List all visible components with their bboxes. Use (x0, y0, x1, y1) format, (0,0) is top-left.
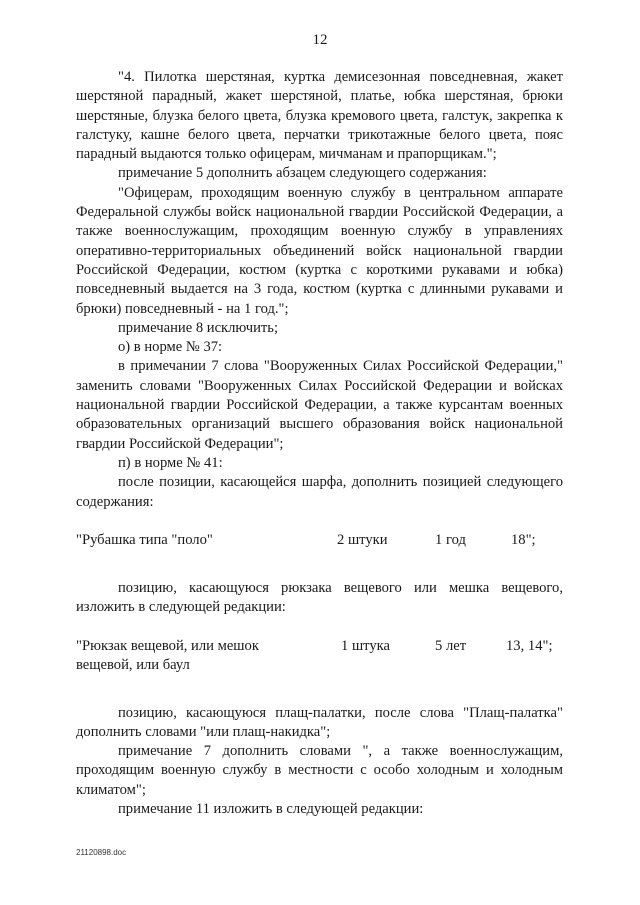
table-row (76, 531, 563, 550)
table-cell-name: "Рюкзак вещевой, или мешок вещевой, или баул (76, 637, 259, 673)
page-number: 12 (312, 32, 328, 48)
spacer (76, 675, 563, 694)
table-cell-term: 5 лет (435, 637, 467, 654)
spacer (76, 695, 563, 704)
footer-file-name: 21120898.doc (76, 848, 127, 857)
table-row (76, 637, 563, 676)
spacer (76, 617, 563, 636)
paragraph-note-11: примечание 11 изложить в следующей редакции: (118, 800, 424, 817)
spacer (76, 512, 563, 531)
table-cell-quantity: 1 штука (341, 637, 391, 654)
table-cell-notes: 13, 14"; (506, 637, 553, 654)
paragraph-note-5: примечание 5 дополнить абзацем следующего содержания: (118, 165, 487, 182)
paragraph-after-scarf: после позиции, касающейся шарфа, дополнить позицией следующего содержания: (76, 474, 563, 510)
spacer (76, 550, 563, 569)
paragraph-officers-quote: "Офицерам, проходящим военную службу в центральном аппарате Федеральной службы войск национальной гвардии Российской Федерации, а также военнослужащим, проходящим военную службу в управлениях оперативно-территориальных объединений войск национальной гвардии Российской Федерации, костюм (куртка с короткими рукавами и юбка) повседневный выдается на 3 года, костюм (куртка с длинными рукавами и брюки) повседневный - на 1 год."; (76, 184, 563, 317)
paragraph-item-4: "4. Пилотка шерстяная, куртка демисезонная повседневная, жакет шерстяной парадный, жакет шерстяной, платье, юбка шерстяная, брюки шерстяные, блузка белого цвета, блузка кремового цвета, галстук, закрепка к галстуку, кашне белого цвета, перчатки трикотажные белого цвета, пояс парадный выдаются только офицерам, мичманам и прапорщикам."; (76, 69, 563, 163)
paragraph-norm-37: о) в норме № 37: (118, 339, 223, 356)
table-cell-name: "Рубашка типа "поло" (76, 532, 213, 549)
table-cell-quantity: 2 штуки (337, 532, 388, 549)
table-cell-notes: 18"; (511, 532, 536, 549)
document-body (76, 68, 563, 819)
table-cell-term: 1 год (435, 532, 466, 549)
paragraph-note-7-climate: примечание 7 дополнить словами ", а также военнослужащим, проходящим военную службу в местности с особо холодным и холодным климатом"; (76, 743, 563, 798)
paragraph-cape: позицию, касающуюся плащ-палатки, после слова "Плащ-палатка" дополнить словами "или плащ-накидка"; (76, 704, 563, 740)
paragraph-norm-41: п) в норме № 41: (118, 454, 223, 471)
paragraph-backpack: позицию, касающуюся рюкзака вещевого или мешка вещевого, изложить в следующей редакции: (76, 579, 563, 616)
paragraph-note-7-norm-37: в примечании 7 слова "Вооруженных Силах Российской Федерации," заменить словами "Вооруженных Силах Российской Федерации и войсках национальной гвардии Российской Федерации, а также курсантам военных образовательных организаций высшего образования войск национальной гвардии Российской Федерации"; (76, 358, 563, 452)
spacer (76, 570, 563, 579)
paragraph-note-8: примечание 8 исключить; (118, 319, 279, 336)
